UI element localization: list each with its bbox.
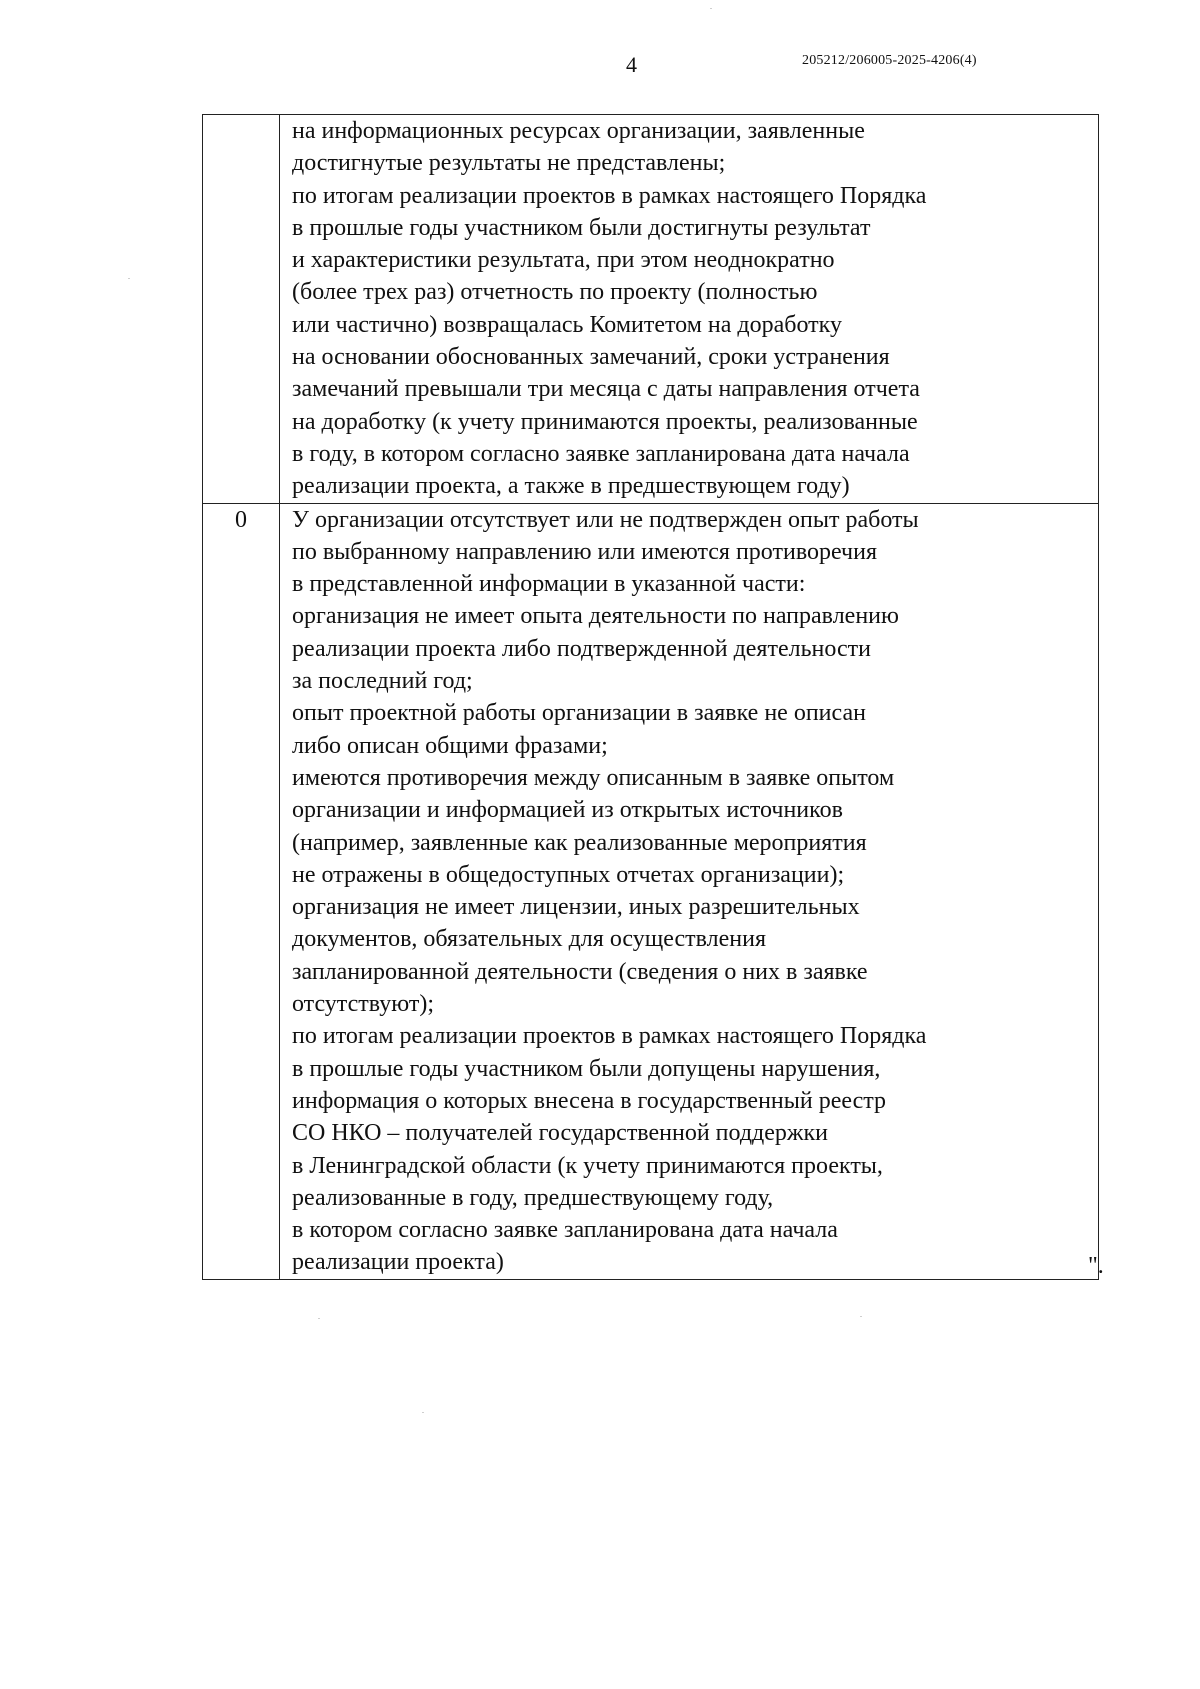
text-line: достигнутые результаты не представлены; bbox=[292, 150, 726, 177]
table-row bbox=[203, 503, 1099, 1279]
scan-speck bbox=[710, 8, 712, 9]
text-line: (более трех раз) отчетность по проекту (полностью bbox=[292, 279, 818, 306]
scan-speck bbox=[860, 1316, 862, 1317]
text-line: запланированной деятельности (сведения о них в заявке bbox=[292, 958, 868, 985]
text-line: в году, в котором согласно заявке запланирована дата начала bbox=[292, 440, 910, 467]
text-line: имеются противоречия между описанным в заявке опытом bbox=[292, 764, 895, 791]
scan-speck bbox=[128, 278, 130, 279]
scan-speck bbox=[318, 1318, 320, 1319]
text-line: опыт проектной работы организации в заявке не описан bbox=[292, 700, 866, 727]
text-line: организация не имеет опыта деятельности по направлению bbox=[292, 603, 899, 630]
text-line: на основании обоснованных замечаний, сроки устранения bbox=[292, 344, 890, 371]
text-line: на доработку (к учету принимаются проекты, реализованные bbox=[292, 408, 918, 435]
text-line: (например, заявленные как реализованные мероприятия bbox=[292, 829, 867, 856]
text-line: за последний год; bbox=[292, 668, 473, 695]
score-cell bbox=[203, 115, 280, 504]
text-line: СО НКО – получателей государственной поддержки bbox=[292, 1120, 828, 1147]
text-line: в котором согласно заявке запланирована дата начала bbox=[292, 1217, 838, 1244]
text-line: на информационных ресурсах организации, заявленные bbox=[292, 118, 865, 144]
text-line: либо описан общими фразами; bbox=[292, 732, 608, 759]
text-line: реализованные в году, предшествующему году, bbox=[292, 1184, 774, 1211]
document-id: 205212/206005-2025-4206(4) bbox=[802, 53, 977, 68]
text-line: в представленной информации в указанной части: bbox=[292, 571, 806, 598]
scan-speck bbox=[422, 1412, 424, 1413]
text-line: или частично) возвращалась Комитетом на доработку bbox=[292, 311, 842, 338]
text-line: в прошлые годы участником были достигнуты результат bbox=[292, 214, 871, 241]
text-line: У организации отсутствует или не подтвержден опыт работы bbox=[292, 506, 919, 533]
text-line: в прошлые годы участником были допущены нарушения, bbox=[292, 1055, 881, 1082]
text-line: реализации проекта, а также в предшествующем году) bbox=[292, 473, 850, 500]
text-line: по выбранному направлению или имеются противоречия bbox=[292, 538, 877, 565]
text-line: не отражены в общедоступных отчетах организации); bbox=[292, 861, 845, 888]
text-line: по итогам реализации проектов в рамках настоящего Порядка bbox=[292, 182, 927, 209]
text-line: замечаний превышали три месяца с даты направления отчета bbox=[292, 376, 920, 403]
criteria-table bbox=[202, 114, 1099, 1280]
criteria-text-cell bbox=[280, 503, 1099, 1279]
text-line: организации и информацией из открытых источников bbox=[292, 797, 843, 824]
table-row bbox=[203, 115, 1099, 504]
text-line: по итогам реализации проектов в рамках настоящего Порядка bbox=[292, 1023, 927, 1050]
text-line: отсутствуют); bbox=[292, 991, 434, 1018]
page-number: 4 bbox=[626, 52, 637, 77]
text-line: информация о которых внесена в государственный реестр bbox=[292, 1087, 887, 1114]
text-line: реализации проекта) bbox=[292, 1249, 504, 1276]
text-line: реализации проекта либо подтвержденной деятельности bbox=[292, 635, 871, 662]
criteria-text-cell bbox=[280, 115, 1099, 504]
text-line: в Ленинградской области (к учету принимаются проекты, bbox=[292, 1152, 883, 1179]
score-cell: 0 bbox=[203, 503, 280, 1279]
closing-quote-mark: ". bbox=[1088, 1253, 1104, 1279]
text-line: и характеристики результата, при этом неоднократно bbox=[292, 247, 835, 274]
text-line: организация не имеет лицензии, иных разрешительных bbox=[292, 894, 860, 921]
text-line: документов, обязательных для осуществления bbox=[292, 926, 766, 953]
